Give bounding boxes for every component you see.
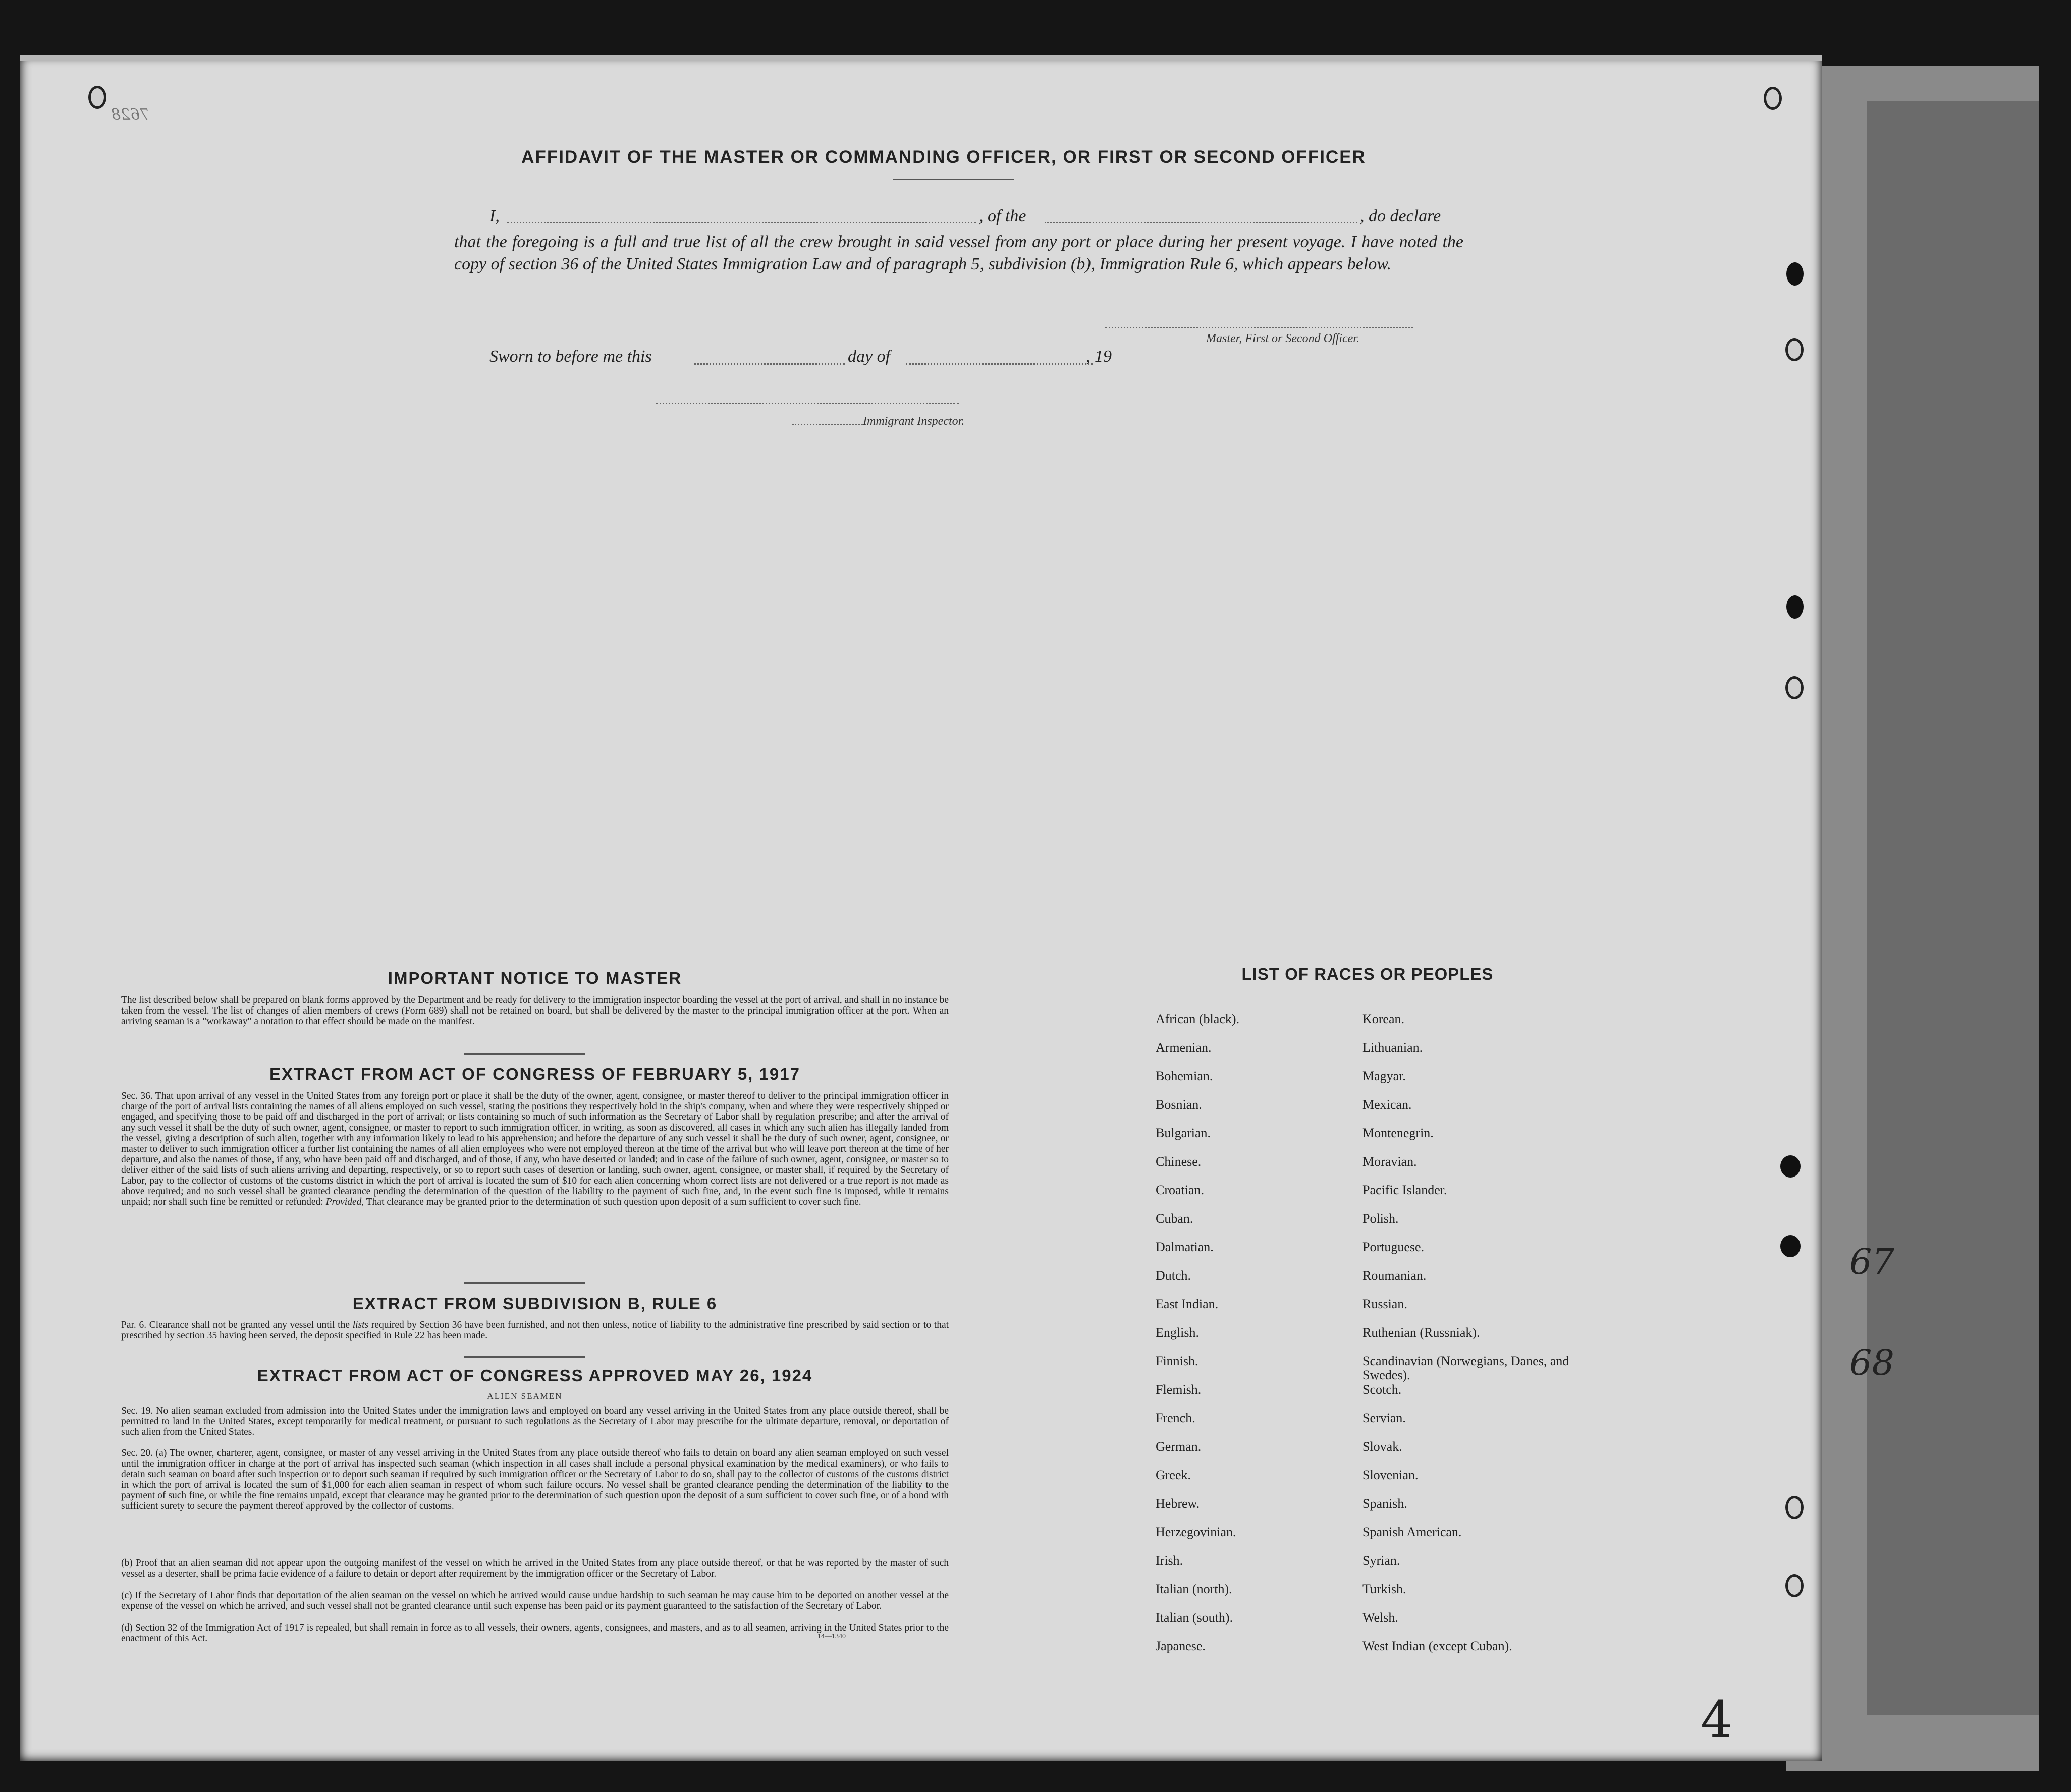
race-item: Spanish American.: [1362, 1525, 1462, 1539]
race-item: Bulgarian.: [1156, 1126, 1211, 1140]
race-item: Spanish.: [1362, 1496, 1407, 1511]
notice-title: IMPORTANT NOTICE TO MASTER: [388, 969, 682, 987]
races-right-column: [1362, 1012, 1585, 1668]
print-code: 14—1340: [818, 1633, 846, 1640]
provided-word: Provided,: [325, 1197, 364, 1207]
race-item: Scotch.: [1362, 1382, 1402, 1397]
sec20d-text: (d) Section 32 of the Immigration Act of 1917 is repealed, but shall remain in force as to all vessels, their owners, agents, consignees, and masters, and as to all seamen, arriving in the United States prior to the enactment of this Act.: [121, 1622, 949, 1644]
document-page: [20, 55, 1822, 1761]
races-title: LIST OF RACES OR PEOPLES: [1241, 965, 1494, 983]
master-label: Master, First or Second Officer.: [1206, 332, 1359, 345]
race-item: Dutch.: [1156, 1268, 1191, 1283]
divider: [464, 1053, 585, 1055]
rule6-text: Par. 6. Clearance shall not be granted any vessel until the: [121, 1320, 350, 1330]
side-mark-a: 67: [1849, 1241, 1895, 1282]
race-item: Irish.: [1156, 1553, 1183, 1568]
race-item: East Indian.: [1156, 1297, 1219, 1311]
affidavit-of-the: , of the: [979, 207, 1026, 226]
race-item: Finnish.: [1156, 1354, 1198, 1368]
binder-hole: [1785, 1574, 1804, 1597]
inspector-leader: [792, 424, 863, 425]
race-item: Turkish.: [1362, 1582, 1406, 1596]
divider: [893, 179, 1014, 180]
lists-word: lists: [352, 1320, 369, 1330]
race-item: Servian.: [1362, 1411, 1406, 1425]
binder-hole: [1785, 1496, 1804, 1519]
race-item: Lithuanian.: [1362, 1040, 1423, 1055]
sec20b-text: (b) Proof that an alien seaman did not appear upon the outgoing manifest of the vessel on which he arrived in the United States from any place outside thereof, or that he was reported by the master of such vessel as a deserter, shall be prima facie evidence of a failure to detain or deport after requirement by the immigration officer or the Secretary of Labor.: [121, 1558, 949, 1579]
race-item: Welsh.: [1362, 1610, 1398, 1625]
race-item: Chinese.: [1156, 1154, 1202, 1169]
race-item: Magyar.: [1362, 1069, 1406, 1083]
affidavit-i: I,: [489, 207, 500, 226]
races-left-column: [1156, 1012, 1347, 1668]
race-item: West Indian (except Cuban).: [1362, 1639, 1512, 1653]
binder-hole: [1780, 1235, 1801, 1257]
race-item: Dalmatian.: [1156, 1240, 1214, 1254]
month-blank: [906, 363, 1093, 365]
binder-hole: [1785, 676, 1804, 699]
vessel-blank: [1045, 222, 1357, 223]
race-item: Italian (south).: [1156, 1610, 1233, 1625]
race-item: Croatian.: [1156, 1183, 1205, 1197]
extract-1917-title: EXTRACT FROM ACT OF CONGRESS OF FEBRUARY 5, 1917: [269, 1065, 800, 1083]
race-item: Ruthenian (Russniak).: [1362, 1325, 1480, 1340]
race-item: Italian (north).: [1156, 1582, 1232, 1596]
race-item: Montenegrin.: [1362, 1126, 1434, 1140]
extract-1917-text: [121, 1091, 949, 1207]
extract-rule6-text: [121, 1320, 949, 1341]
day-blank: [694, 363, 845, 365]
sworn-prefix: Sworn to before me this: [489, 347, 652, 366]
affidavit-title: AFFIDAVIT OF THE MASTER OR COMMANDING OFFICER, OR FIRST OR SECOND OFFICER: [521, 147, 1366, 167]
affidavit-body: that the foregoing is a full and true list of all the crew brought in said vessel from any port or place during her present voyage. I have noted the copy of section 36 of the United States Immigration Law and of paragraph 5, subdivision (b), Immigration Rule 6, which appears below.: [454, 233, 1463, 273]
divider: [464, 1356, 585, 1358]
race-item: Hebrew.: [1156, 1496, 1200, 1511]
sec36-text: Sec. 36. That upon arrival of any vessel in the United States from any foreign port or place it shall be the duty of the owner, agent, consignee, or master thereof to deliver to the principal immigration officer in charge of the port of arrival lists containing the names of all aliens employed on such vessel, stating the positions they respectively hold in the ship's company, when and where they were respectively shipped or engaged, and specifying those to be paid off and discharged in the port of arrival; or lists containing so much of such information as the Secretary of Labor shall by regulation prescribe; and after the arrival of any such vessel it shall be the duty of such owner, agent, consignee, or master to report to such immigration officer, in writing, as soon as discovered, all cases in which any such alien has illegally landed from the vessel, giving a description of such alien, together with any information likely to lead to his apprehension; and before the departure of any such vessel it shall be the duty of such owner, agent, consignee, or master to deliver to such immigration officer a further list containing the names of all alien employees who were not employed thereon at the time of the arrival but who will leave port thereon at the time of her departure, and also the names of those, if any, who have been paid off and discharged, and of those, if any, who have deserted or landed; and in case of the failure of such owner, agent, consignee, or master so to deliver either of the said lists of such aliens arriving and departing, respectively, or so to report such cases of desertion or landing, such owner, agent, consignee, or master shall, if required by the Secretary of Labor, pay to the collector of customs of the customs district in which the port of arrival is located the sum of $10 for each alien concerning whom correct lists are not delivered or a true report is not made as above required; and no such vessel shall be granted clearance pending the determination of the question of the liability to the payment of such fine, and, in the event such fine is imposed, while it remains unpaid; nor shall such fine be remitted or refunded:: [121, 1091, 949, 1207]
corner-mark: 4: [1701, 1690, 1733, 1749]
sworn-year: , 19: [1086, 347, 1112, 366]
race-item: Japanese.: [1156, 1639, 1206, 1653]
binder-hole: [1780, 1155, 1801, 1178]
race-item: English.: [1156, 1325, 1199, 1340]
race-item: Russian.: [1362, 1297, 1407, 1311]
inspector-label: Immigrant Inspector.: [863, 415, 965, 428]
race-item: Syrian.: [1362, 1553, 1400, 1568]
race-item: Pacific Islander.: [1362, 1183, 1447, 1197]
race-item: Greek.: [1156, 1468, 1191, 1482]
race-item: Portuguese.: [1362, 1240, 1425, 1254]
binder-hole: [1786, 262, 1804, 286]
master-signature-line: [1105, 327, 1413, 328]
back-sheet-shadow: [1867, 101, 2039, 1715]
extract-rule6-title: EXTRACT FROM SUBDIVISION B, RULE 6: [352, 1294, 718, 1313]
binder-hole: [1764, 87, 1782, 110]
sec19-text: Sec. 19. No alien seaman excluded from admission into the United States under the immigration laws and employed on board any vessel arriving in the United States from any place outside thereof, shall be permitted to land in the United States, except temporarily for medical treatment, or pursuant to such regulations as the Secretary of Labor may prescribe for the ultimate departure, removal, or deportation of such alien from the United States.: [121, 1406, 949, 1437]
race-item: Bohemian.: [1156, 1069, 1213, 1083]
race-item: Mexican.: [1362, 1097, 1412, 1112]
race-item: Roumanian.: [1362, 1268, 1427, 1283]
race-item: Armenian.: [1156, 1040, 1212, 1055]
name-blank: [507, 222, 976, 223]
race-item: Slovak.: [1362, 1439, 1402, 1454]
sec36-text-end: That clearance may be granted prior to the determination of such question upon deposit of a sum sufficient to cover such fine.: [366, 1197, 861, 1207]
binder-hole: [1785, 338, 1804, 361]
race-item: Korean.: [1362, 1012, 1405, 1026]
bleed-through-number: 7628: [111, 106, 150, 124]
extract-1924-title: EXTRACT FROM ACT OF CONGRESS APPROVED MAY 26, 1924: [257, 1366, 813, 1385]
race-item: Polish.: [1362, 1211, 1399, 1226]
race-item: Moravian.: [1362, 1154, 1417, 1169]
inspector-signature-line: [656, 403, 959, 404]
affidavit-declare: , do declare: [1360, 207, 1441, 226]
sec20a-text: Sec. 20. (a) The owner, charterer, agent, consignee, or master of any vessel arriving in the United States from any place outside thereof who fails to detain on board any alien seaman employed on such vessel until the immigration officer in charge at the port of arrival has inspected such seaman (which inspection in all cases shall include a personal physical examination by the medical examiners), or who fails to detain such seaman on board after such inspection or to deport such seaman if required by such immigration officer or the Secretary of Labor to do so, shall pay to the collector of customs of the customs district in which the port of arrival is located the sum of $1,000 for each alien seaman in respect of whom such failure occurs. No vessel shall be granted clearance pending the determination of the liability to the payment of such fine, or while the fine remains unpaid, except that clearance may be granted prior to the determination of such question upon the deposit of a sum sufficient to cover such fine, or of a bond with sufficient surety to secure the payment thereof approved by the collector of customs.: [121, 1448, 949, 1511]
race-item: French.: [1156, 1411, 1195, 1425]
race-item: Bosnian.: [1156, 1097, 1202, 1112]
alien-seamen-subtitle: ALIEN SEAMEN: [487, 1391, 563, 1401]
divider: [464, 1282, 585, 1284]
race-item: German.: [1156, 1439, 1202, 1454]
race-item: Cuban.: [1156, 1211, 1193, 1226]
race-item: Flemish.: [1156, 1382, 1202, 1397]
rule6-text-end: required by Section 36 have been furnished, and not then unless, notice of liability to the administrative fine prescribed by said section or to that prescribed by section 35 having been served, the deposit specified in Rule 22 has been made.: [121, 1320, 949, 1341]
sworn-day-of: day of: [848, 347, 891, 366]
binder-hole: [88, 86, 106, 109]
race-item: Scandinavian (Norwegians, Danes, and Swedes).: [1362, 1354, 1569, 1382]
notice-text: The list described below shall be prepared on blank forms approved by the Department and be ready for delivery to the immigration inspector boarding the vessel at the port of arrival, and shall in no instance be taken from the vessel. The list of changes of alien members of crews (Form 689) shall not be retained on board, but shall be delivered by the master to the principal immigration officer at the port. When an arriving seaman is a "workaway" a notation to that effect should be made on the manifest.: [121, 995, 949, 1027]
race-item: African (black).: [1156, 1012, 1240, 1026]
binder-hole: [1786, 595, 1804, 619]
race-item: Slovenian.: [1362, 1468, 1419, 1482]
sec20c-text: (c) If the Secretary of Labor finds that deportation of the alien seaman on the vessel on which he arrived would cause undue hardship to such seaman he may cause him to be deported on another vessel at the expense of the vessel on which he arrived, and such vessel shall not be granted clearance until such expense has been paid or its payment guaranteed to the satisfaction of the Secretary of Labor.: [121, 1590, 949, 1611]
side-mark-b: 68: [1849, 1342, 1895, 1383]
race-item: Herzegovinian.: [1156, 1525, 1236, 1539]
